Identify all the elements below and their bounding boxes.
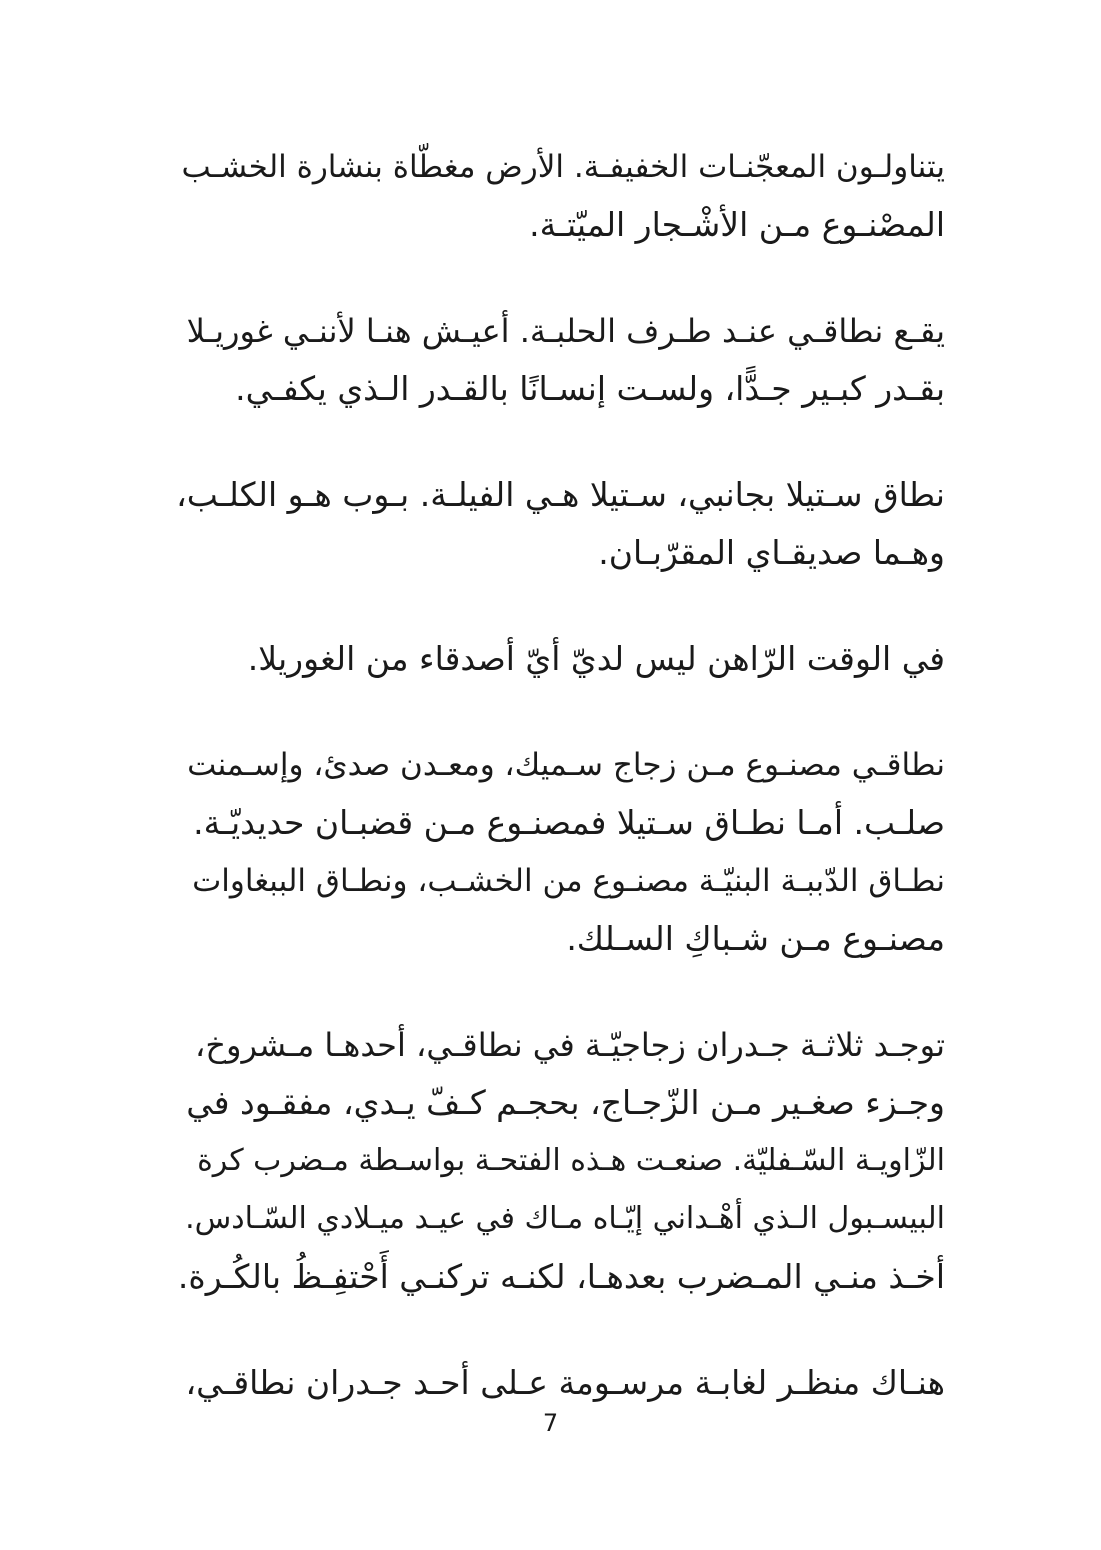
text-line: وهـما صديقـاي المقرّبـان. bbox=[598, 533, 945, 572]
text-line: يقـع نطاقـي عنـد طـرف الحلبـة. أعيـش هنـا لأننـي غوريـلا bbox=[186, 312, 945, 350]
page-number: 7 bbox=[542, 1409, 559, 1437]
text-line: الزّاويـة السّـفليّة. صنعـت هـذه الفتحـة بواسـطة مـضرب كرة bbox=[197, 1143, 945, 1178]
text-line: نطاقـي مصنـوع مـن زجاج سـميك، ومعـدن صدئ، وإسـمنت bbox=[187, 747, 945, 783]
paragraph-7 bbox=[175, 1354, 945, 1412]
paragraph-1 bbox=[175, 138, 945, 254]
text-line: أخـذ منـي المـضرب بعدهـا، لكنـه تركنـي أَحْتفِـظُ بالكُـرة. bbox=[177, 1257, 945, 1296]
paragraph-5 bbox=[175, 736, 945, 968]
text-line: بقـدر كبـير جـدًّا، ولسـت إنسـانًا بالقـدر الـذي يكفـي. bbox=[235, 369, 945, 408]
body-text bbox=[175, 138, 945, 1412]
paragraph-6 bbox=[175, 1016, 945, 1306]
text-line: نطـاق الدّببـة البنيّـة مصنـوع من الخشـب، ونطـاق الببغاوات bbox=[192, 863, 945, 899]
text-line: في الوقت الرّاهن ليس لديّ أيّ أصدقاء من الغوريلا. bbox=[247, 639, 945, 678]
text-line: البيسـبول الـذي أهْـداني إيّـاه مـاك في عيـد ميـلادي السّـادس. bbox=[185, 1201, 945, 1236]
text-line: يتناولـون المعجّنـات الخفيفـة. الأرض مغطّاة بنشارة الخشـب bbox=[181, 149, 945, 185]
paragraph-3 bbox=[175, 466, 945, 582]
text-line: مصنـوع مـن شـباكِ السـلك. bbox=[566, 919, 945, 958]
paragraph-2 bbox=[175, 302, 945, 418]
text-line: المصْنـوع مـن الأشْـجار الميّتـة. bbox=[529, 205, 945, 244]
text-line: وجـزء صغـير مـن الزّجـاج، بحجـم كـفّ يـدي، مفقـود في bbox=[186, 1083, 945, 1122]
text-line: توجـد ثلاثـة جـدران زجاجيّـة في نطاقـي، أحدهـا مـشروخ، bbox=[195, 1026, 945, 1064]
paragraph-4 bbox=[175, 630, 945, 688]
text-line: هنـاك منظـر لغابـة مرسـومة عـلى أحـد جـدران نطاقـي، bbox=[185, 1363, 945, 1402]
text-line: نطاق سـتيلا بجانبي، سـتيلا هـي الفيلـة. بـوب هـو الكلـب، bbox=[176, 475, 945, 514]
text-line: صلـب. أمـا نطـاق سـتيلا فمصنـوع مـن قضبـان حديديّـة. bbox=[193, 803, 945, 842]
